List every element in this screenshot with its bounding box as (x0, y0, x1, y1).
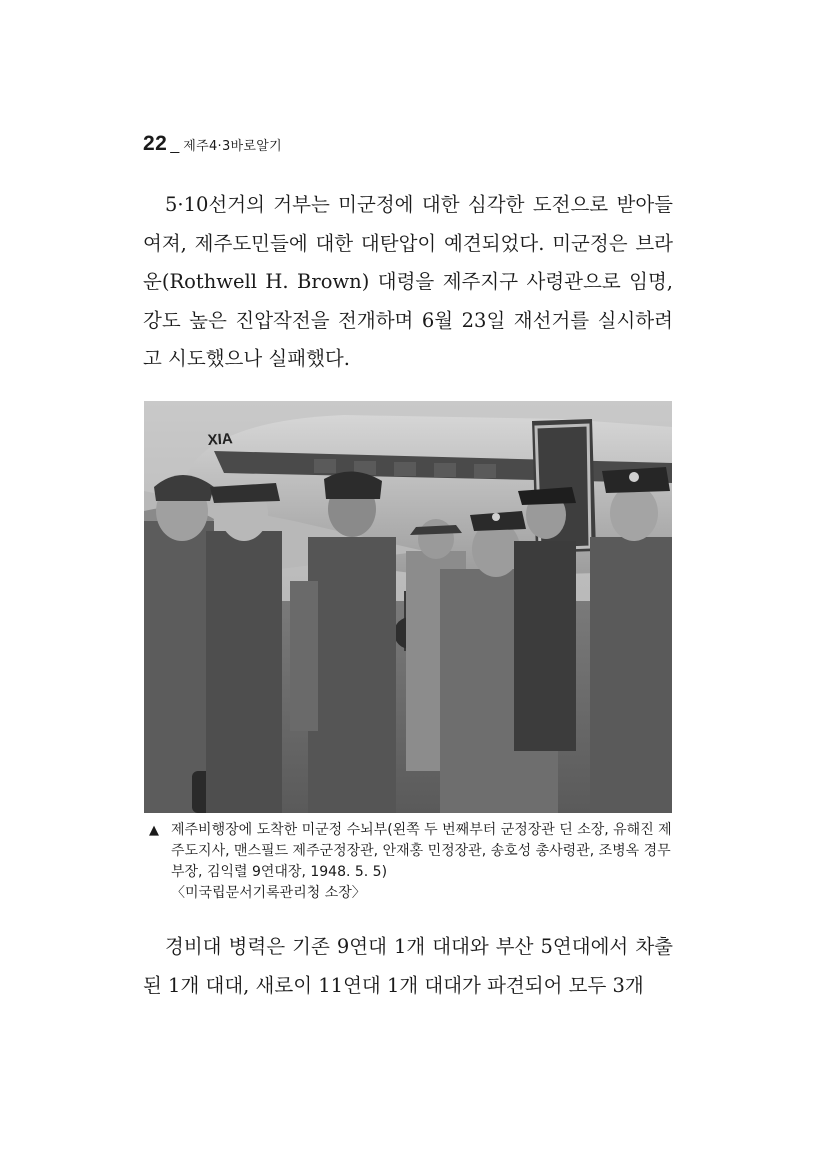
plane-marking: XIA (207, 430, 234, 449)
page-number: 22 (143, 132, 168, 155)
photo-illustration (144, 401, 672, 813)
airplane-window (434, 463, 456, 477)
photo-caption (149, 820, 673, 904)
airplane-window (474, 464, 496, 478)
caption-source: 〈미국립문서기록관리청 소장〉 (171, 885, 366, 901)
caption-triangle-icon: ▲ (149, 823, 159, 838)
airplane-window (314, 459, 336, 473)
person-general-body (206, 531, 282, 813)
historical-photo (144, 401, 672, 813)
person-left-body (144, 521, 214, 813)
body-paragraph-1: 5·10선거의 거부는 미군정에 대한 심각한 도전으로 받아들여져, 제주도민들에 대한 대탄압이 예견되었다. 미군정은 브라운(Rothwell H. Brown) 대령을 제주지구 사령관으로 임명, 강도 높은 진압작전을 전개하며 6월 23일 재선거를 실시하려고 시도했으나 실패했다. (143, 193, 673, 370)
page-header (143, 132, 282, 156)
person-right-body (590, 537, 672, 813)
person-back-body (308, 537, 396, 813)
header-separator: _ (170, 137, 180, 154)
book-title: 제주4·3바로알기 (183, 139, 282, 154)
person-officer-body (514, 541, 576, 751)
body-paragraph-2: 경비대 병력은 기존 9연대 1개 대대와 부산 5연대에서 차출된 1개 대대, 새로이 11연대 1개 대대가 파견되어 모두 3개 (143, 935, 673, 997)
airplane-window (394, 462, 416, 476)
caption-text (171, 820, 673, 904)
caption-description: 제주비행장에 도착한 미군정 수뇌부(왼쪽 두 번째부터 군정장관 딘 소장, 유해진 제주도지사, 맨스필드 제주군정장관, 안재홍 민정장관, 송호성 총사령관, 조병옥 경무부장, 김익렬 9연대장, 1948. 5. 5) (171, 822, 672, 880)
